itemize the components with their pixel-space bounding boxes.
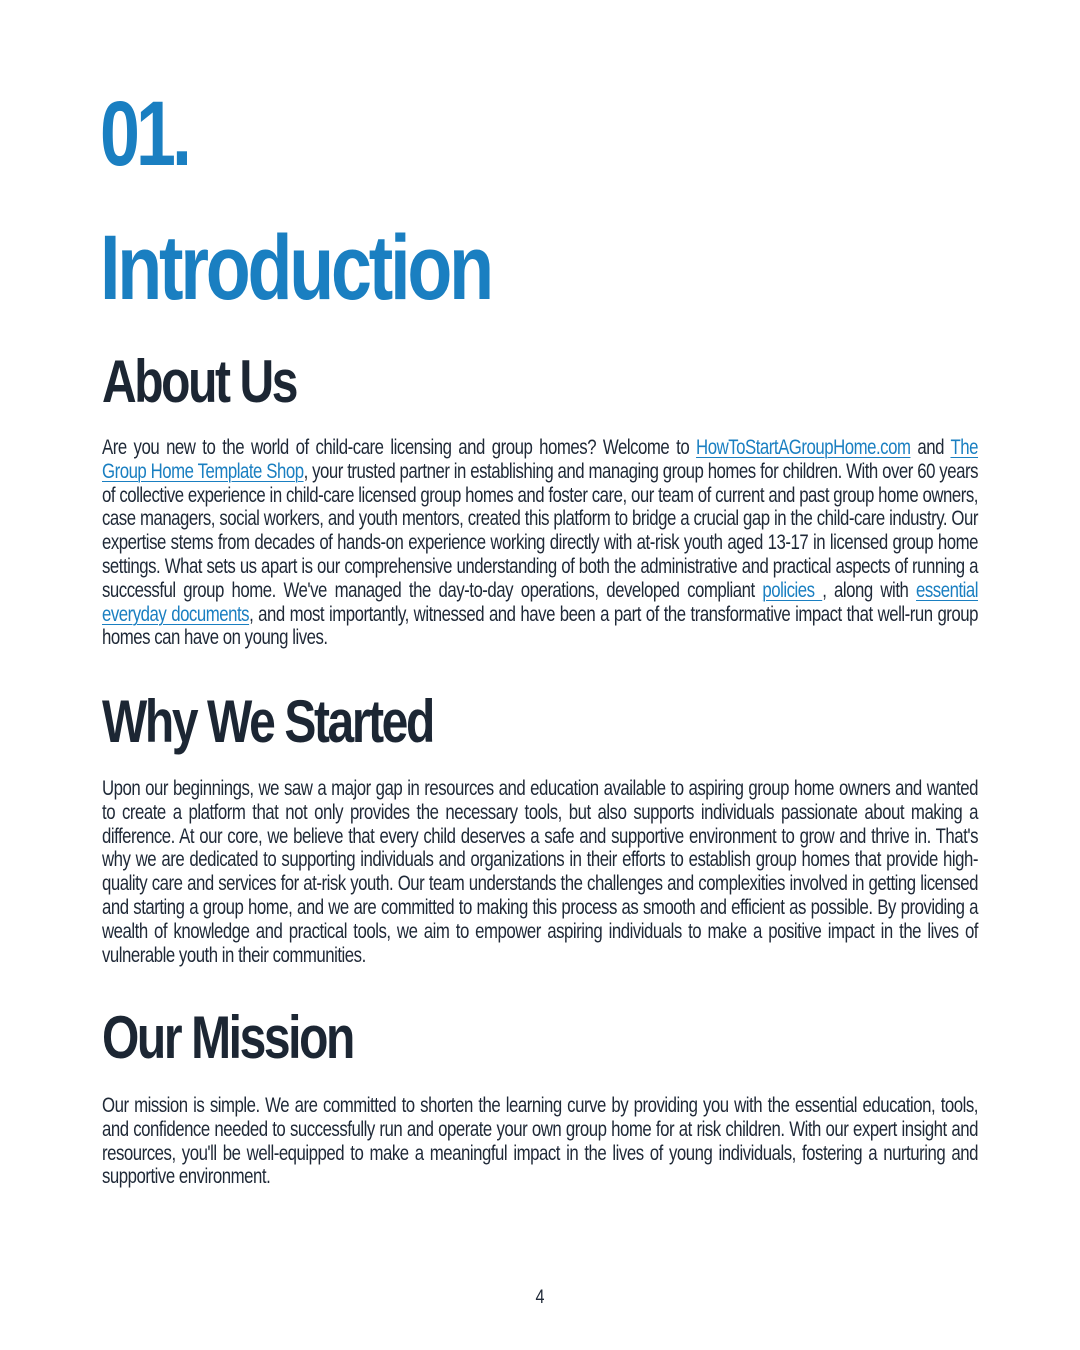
about-text-1: Are you new to the world of child-care licensing and group homes? Welcome to	[102, 436, 697, 459]
about-text-2: and	[910, 436, 951, 459]
policies-link[interactable]: policies	[762, 578, 823, 602]
our-mission-paragraph: Our mission is simple. We are committed to shorten the learning curve by providing you with the essential education, tools, and confidence needed to successfully run and operate your own group home for at risk children. With our expert insight and resources, you'll be well-equipped to make a meaningful impact in the lives of young individuals, fostering a nurturing and supportive environment.	[102, 1094, 978, 1189]
why-we-started-section	[102, 777, 978, 967]
our-mission-heading: Our Mission	[102, 1004, 353, 1071]
about-text-4: , along with	[822, 578, 917, 602]
essential-documents-link[interactable]: essential everyday documents	[102, 578, 979, 626]
about-text-5: , and most importantly, witnessed and have been a part of the transformative impact that well-run group homes can have on young lives.	[102, 602, 979, 650]
our-mission-section	[102, 1094, 978, 1189]
why-we-started-heading: Why We Started	[102, 688, 433, 755]
about-us-paragraph	[102, 436, 978, 650]
template-shop-link[interactable]: The Group Home Template Shop	[102, 436, 979, 483]
chapter-title: Introduction	[100, 217, 491, 319]
about-us-heading: About Us	[102, 348, 297, 415]
howtostartagrouphome-link[interactable]: HowToStartAGroupHome.com	[696, 436, 911, 459]
about-text-3: , your trusted partner in establishing and managing group homes for children. With over 60 years of collective experience in child-care licensed group homes and foster care, our team of current and past group home owners, case managers, social workers, and youth mentors, created this platform to bridge a crucial gap in the child-care industry. Our expertise stems from decades of hands-on experience working directly with at-risk youth aged 13-17 in licensed group home settings. What sets us apart is our comprehensive understanding of both the administrative and practical aspects of running a successful group home. We've managed the day-to-day operations, developed compliant	[102, 459, 978, 602]
chapter-number: 01.	[100, 83, 189, 185]
page-number: 4	[535, 1287, 545, 1308]
about-us-section	[102, 436, 978, 650]
why-we-started-paragraph: Upon our beginnings, we saw a major gap in resources and education available to aspiring group home owners and wanted to create a platform that not only provides the necessary tools, but also supports individuals passionate about making a difference. At our core, we believe that every child deserves a safe and supportive environment to grow and thrive in. That's why we are dedicated to supporting individuals and organizations in their efforts to establish group homes that provide high-quality care and services for at-risk youth. Our team understands the challenges and complexities involved in getting licensed and starting a group home, and we are committed to making this process as smooth and efficient as possible. By providing a wealth of knowledge and practical tools, we aim to empower aspiring individuals to make a positive impact in the lives of vulnerable youth in their communities.	[102, 777, 978, 967]
